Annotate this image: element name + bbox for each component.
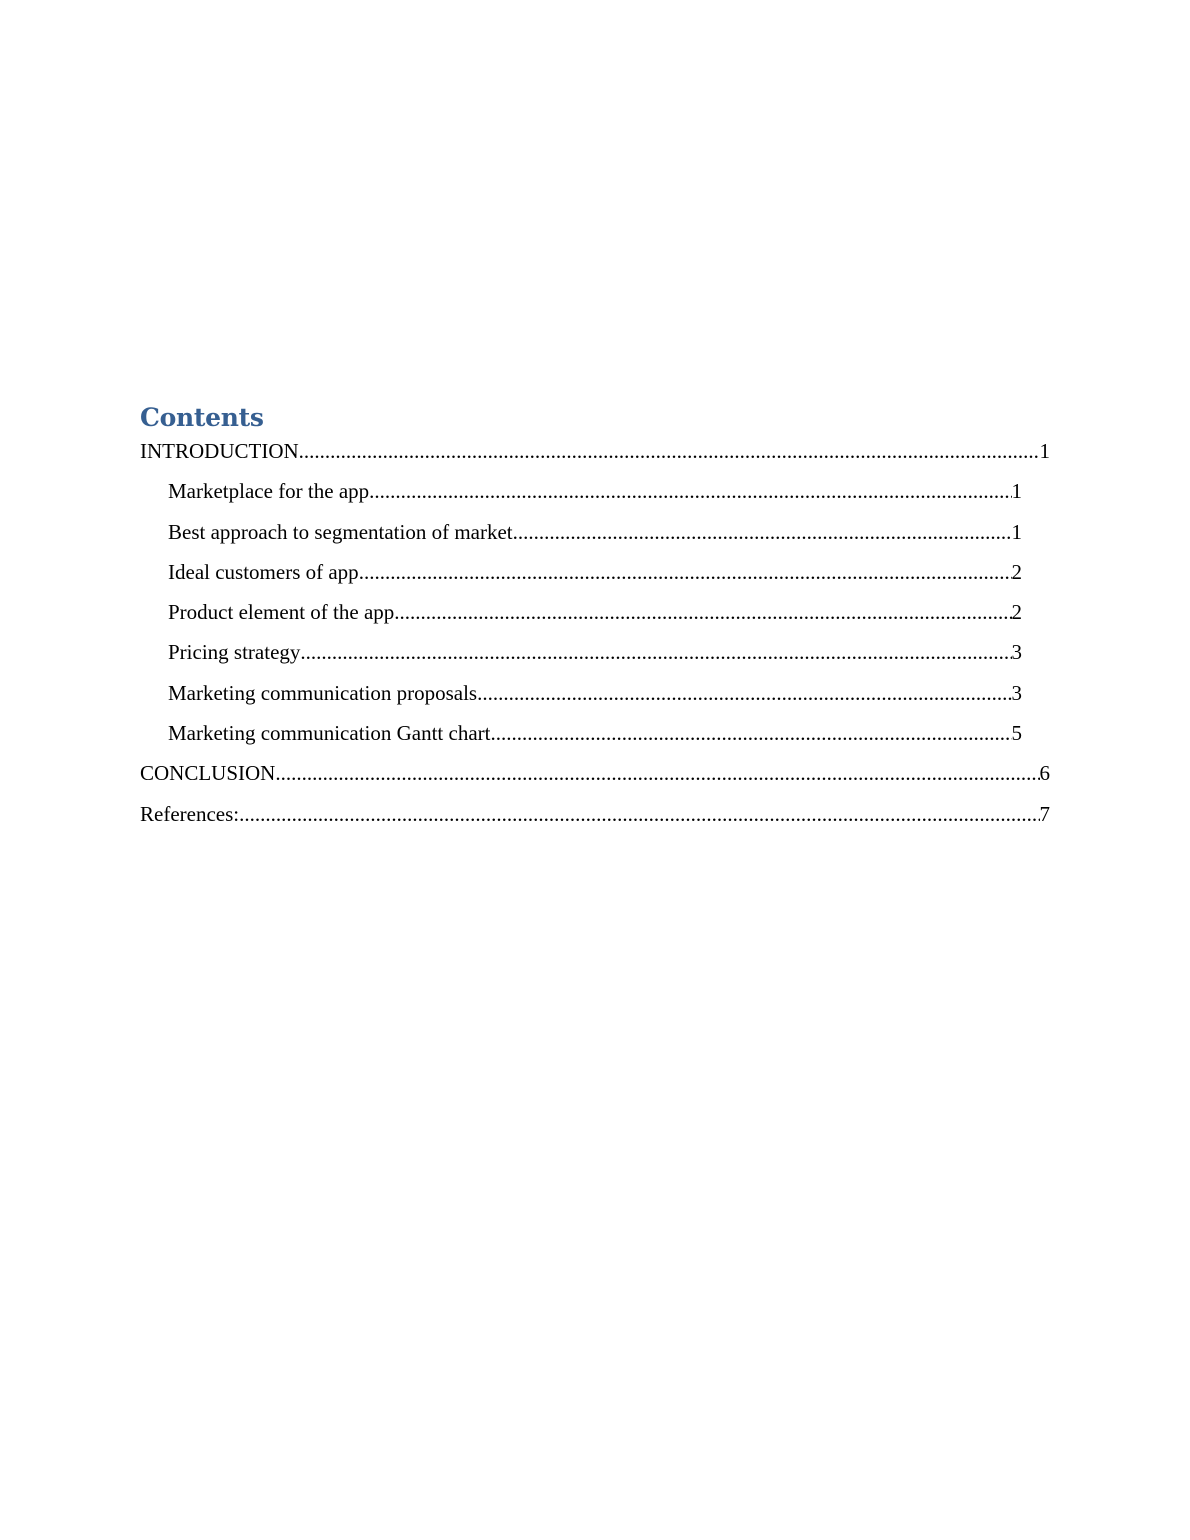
toc-entry-label: Pricing strategy: [168, 640, 301, 665]
toc-dot-leader: [275, 760, 1039, 786]
toc-entry-ideal-customers[interactable]: [140, 559, 1022, 585]
toc-entry-label: Best approach to segmentation of market: [168, 519, 513, 544]
toc-entry-label: Marketplace for the app: [168, 479, 370, 504]
toc-entry-pricing-strategy[interactable]: [140, 639, 1022, 665]
toc-page-number: 1: [1011, 519, 1022, 544]
toc-page-number: 5: [1011, 721, 1022, 746]
toc-entry-introduction[interactable]: [140, 438, 1050, 464]
toc-entry-label: INTRODUCTION: [140, 439, 299, 463]
toc-entry-segmentation[interactable]: [140, 519, 1022, 545]
toc-entry-label: Marketing communication proposals: [168, 680, 478, 705]
toc-entry-communication-proposals[interactable]: [140, 680, 1022, 706]
toc-entry-gantt-chart[interactable]: [140, 720, 1022, 746]
toc-entry-label: References:: [140, 801, 240, 826]
toc-page-number: 1: [1011, 479, 1022, 504]
toc-dot-leader: [491, 720, 1012, 746]
toc-page-number: 7: [1039, 801, 1050, 826]
toc-entry-label: CONCLUSION: [140, 761, 276, 786]
toc-entry-label: Marketing communication Gantt chart: [168, 721, 491, 746]
toc-list: [140, 438, 1050, 827]
toc-page-number: 3: [1011, 640, 1022, 665]
toc-title: Contents: [140, 403, 264, 432]
toc-entry-label: Ideal customers of app: [168, 559, 359, 584]
toc-entry-references[interactable]: [140, 801, 1050, 827]
toc-entry-marketplace[interactable]: [140, 478, 1022, 504]
toc-page-number: 2: [1011, 600, 1022, 625]
toc-dot-leader: [513, 519, 1012, 545]
toc-dot-leader: [369, 478, 1011, 504]
toc-dot-leader: [299, 438, 1040, 464]
toc-page-number: 6: [1039, 761, 1050, 786]
toc-page-number: 2: [1011, 559, 1022, 584]
toc-entry-product-element[interactable]: [140, 599, 1022, 625]
toc-dot-leader: [359, 559, 1012, 585]
toc-page-number: 1: [1039, 439, 1050, 463]
toc-entry-label: Product element of the app: [168, 600, 395, 625]
toc-dot-leader: [394, 599, 1011, 625]
toc-page-number: 3: [1011, 680, 1022, 705]
toc-dot-leader: [300, 639, 1011, 665]
toc-dot-leader: [239, 801, 1039, 827]
table-of-contents: [140, 398, 1050, 827]
toc-dot-leader: [477, 680, 1011, 706]
toc-entry-conclusion[interactable]: [140, 760, 1050, 786]
